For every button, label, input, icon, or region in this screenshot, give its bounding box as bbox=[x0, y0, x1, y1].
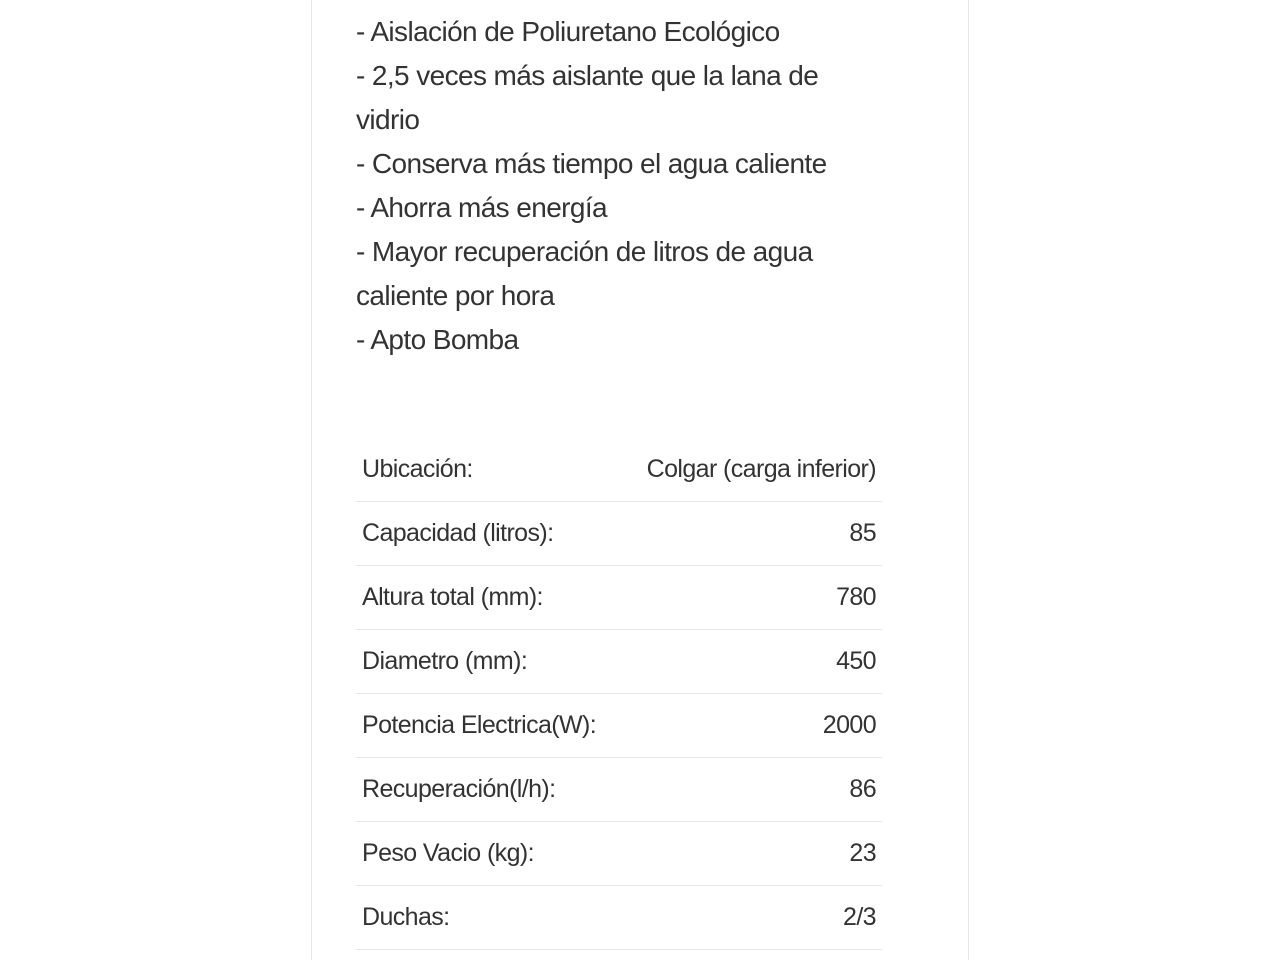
spec-value: 2/3 bbox=[622, 886, 882, 950]
feature-line: - 2,5 veces más aislante que la lana de bbox=[356, 60, 819, 91]
spec-label: Diametro (mm): bbox=[356, 630, 622, 694]
spec-label: Recuperación(l/h): bbox=[356, 758, 622, 822]
spec-value: 86 bbox=[622, 758, 882, 822]
spec-value: 450 bbox=[622, 630, 882, 694]
feature-line: - Aislación de Poliuretano Ecológico bbox=[356, 16, 780, 47]
feature-line: caliente por hora bbox=[356, 280, 555, 311]
feature-line: - Ahorra más energía bbox=[356, 192, 608, 223]
spec-row-capacidad bbox=[356, 502, 882, 566]
spec-row-ubicacion bbox=[356, 438, 882, 502]
spec-label: Ubicación: bbox=[356, 438, 622, 502]
feature-line: vidrio bbox=[356, 104, 420, 135]
feature-line: - Mayor recuperación de litros de agua bbox=[356, 236, 813, 267]
spec-value: 23 bbox=[622, 822, 882, 886]
spec-label: Altura total (mm): bbox=[356, 566, 622, 630]
spec-row-recuperacion bbox=[356, 758, 882, 822]
spec-row-duchas bbox=[356, 886, 882, 950]
spec-value: 780 bbox=[622, 566, 882, 630]
spec-label: Capacidad (litros): bbox=[356, 502, 622, 566]
specifications-table bbox=[356, 438, 882, 950]
spec-value: Colgar (carga inferior) bbox=[622, 438, 882, 502]
spec-row-peso bbox=[356, 822, 882, 886]
feature-line: - Conserva más tiempo el agua caliente bbox=[356, 148, 827, 179]
spec-value: 2000 bbox=[622, 694, 882, 758]
spec-label: Duchas: bbox=[356, 886, 622, 950]
spec-row-diametro bbox=[356, 630, 882, 694]
spec-value: 85 bbox=[622, 502, 882, 566]
spec-row-potencia bbox=[356, 694, 882, 758]
feature-list bbox=[356, 10, 856, 362]
spec-row-altura bbox=[356, 566, 882, 630]
spec-label: Peso Vacio (kg): bbox=[356, 822, 622, 886]
feature-line: - Apto Bomba bbox=[356, 324, 519, 355]
spec-label: Potencia Electrica(W): bbox=[356, 694, 622, 758]
product-description-card bbox=[311, 0, 969, 960]
